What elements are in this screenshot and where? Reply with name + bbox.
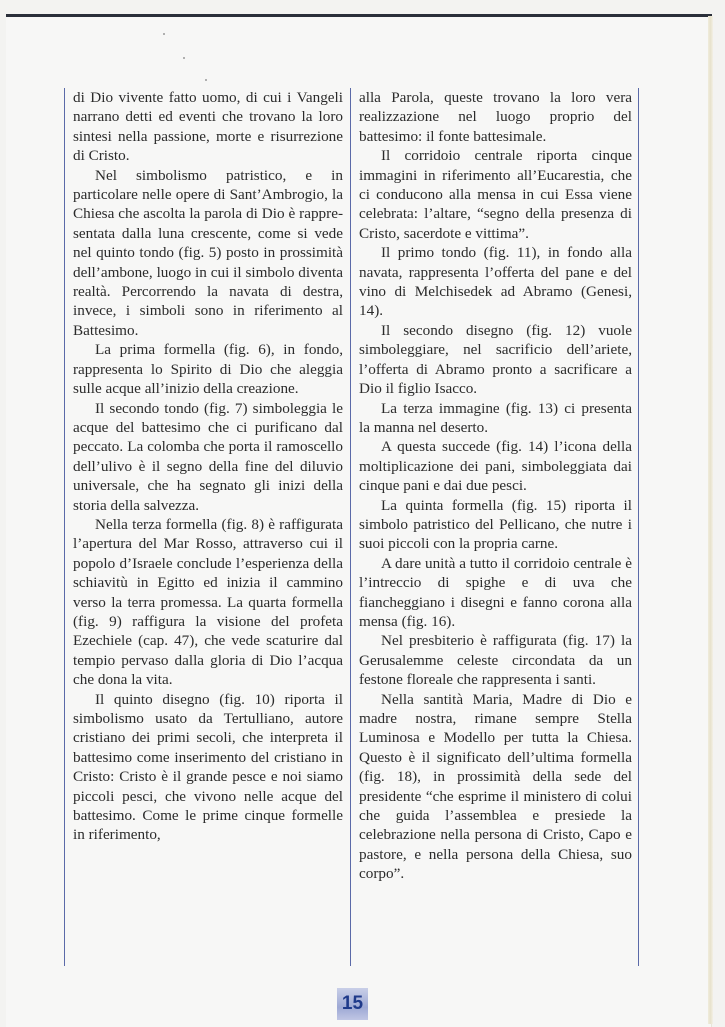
print-speck (183, 57, 185, 59)
text-column-left (64, 88, 349, 966)
paragraph: alla Parola, queste trovano la loro vera realizzazione nel luogo proprio del battesimo: il fonte battesimale. (359, 89, 632, 145)
page-number: 15 (341, 993, 364, 1014)
paragraph: La terza immagine (fig. 13) ci presenta la manna nel deserto. (359, 399, 632, 436)
print-speck (163, 33, 165, 35)
page-edge (708, 16, 713, 1024)
paragraph: Il primo tondo (fig. 11), in fondo alla navata, rappresenta l’offerta del pane e del vino di Melchisedek ad Abramo (Genesi, 14). (359, 244, 632, 320)
paragraph: Nella santità Maria, Madre di Dio e madre nostra, rimane sempre Stella Luminosa e Modello per tutta la Chiesa. Questo è il significato dell’ultima formella (fig. 18), in prossimità della sede del presidente “che esprime il ministero di colui che guida l’assemblea e presiede la celebrazione nella persona di Cristo, Capo e pastore, e nella persona della Chiesa, suo corpo”. (359, 690, 632, 883)
paragraph: Nella terza formella (fig. 8) è raffigurata l’apertura del Mar Rosso, attraverso cui il popolo d’Israele conclude l’esperienza della schiavitù in Egitto ed inizia il cammino verso la terra promessa. La quarta formella (fig. 9) raffigura la visione del profeta Ezechiele (cap. 47), che vede scaturire dal tempio pervaso dalla gloria di Dio l’acqua che dona la vita. (73, 515, 343, 689)
text-column-right (350, 88, 639, 966)
paragraph: di Dio vivente fatto uomo, di cui i Vangeli narrano detti ed eventi che trovano la loro sintesi nella passione, morte e risurrezione di Cristo. (73, 89, 343, 165)
paragraph: Il quinto disegno (fig. 10) riporta il simbolismo usato da Tertulliano, autore cristiano dei primi secoli, che interpreta il battesimo come inserimento del cristiano in Cristo: Cristo è il grande pesce e noi siamo piccoli pesci, che vivono nelle acque del battesimo. Come le prime cinque formelle in riferimento, (73, 690, 343, 844)
paragraph: Nel simbolismo patristico, e in particolare nelle opere di Sant’Ambrogio, la Chiesa che ascolta la parola di Dio è rappresentata dalla luna crescente, come si vede nel quinto tondo (fig. 5) posto in prossimità dell’ambone, luogo in cui il simbolo diventa realtà. Percorrendo la navata di destra, invece, i simboli sono in riferimento al Battesimo. (73, 166, 343, 339)
paragraph: La prima formella (fig. 6), in fondo, rappresenta lo Spirito di Dio che aleggia sulle acque all’inizio della creazione. (73, 341, 343, 398)
paragraph: Il corridoio centrale riporta cinque immagini in riferimento all’Eucarestia, che ci conducono alla mensa in cui Essa viene celebrata: l’altare, “segno della presenza di Cristo, sacerdote e vittima”. (359, 147, 632, 242)
paragraph: Nel presbiterio è raffigurata (fig. 17) la Gerusalemme celeste circondata da un festone floreale che rappresenta i santi. (359, 632, 632, 689)
paragraph: La quinta formella (fig. 15) riporta il simbolo patristico del Pellicano, che nutre i suoi piccoli con la propria carne. (359, 496, 632, 553)
paragraph: Il secondo disegno (fig. 12) vuole simboleggiare, nel sacrificio dell’ariete, l’offerta di Abramo pronto a sacrificare a Dio il figlio Isacco. (359, 321, 632, 398)
paragraph: A questa succede (fig. 14) l’icona della moltiplicazione dei pani, simboleggiata dai cinque pani e dai due pesci. (359, 438, 632, 495)
print-speck (205, 79, 207, 81)
paragraph: Il secondo tondo (fig. 7) simboleggia le acque del battesimo che ci purificano dal peccato. La colomba che porta il ramoscello dell’ulivo è il segno della fine del diluvio universale, che ha segnato gli inizi della storia della salvezza. (73, 399, 343, 514)
paragraph: A dare unità a tutto il corridoio centrale è l’intreccio di spighe e di uva che fiancheggiano i disegni e fanno corona alla mensa (fig. 16). (359, 554, 632, 630)
page-number-badge (337, 988, 368, 1020)
